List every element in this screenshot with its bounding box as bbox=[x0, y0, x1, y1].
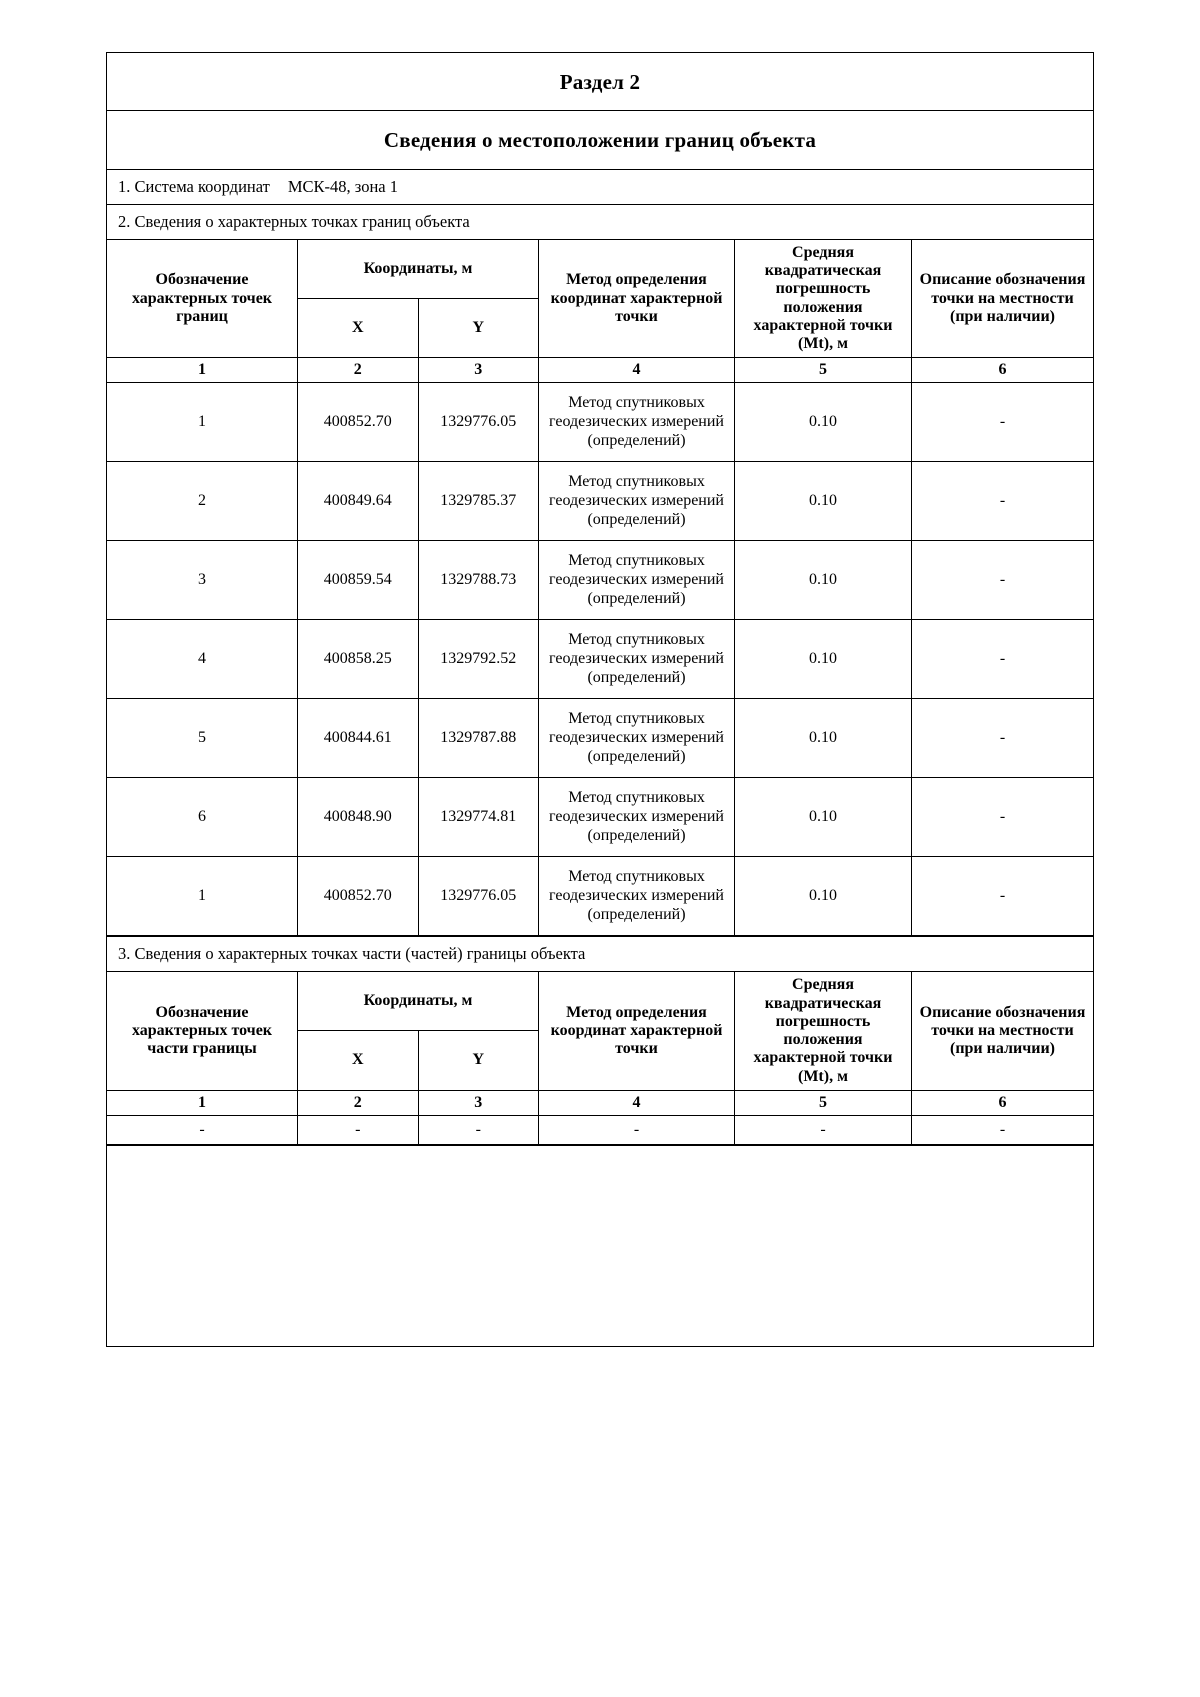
table-row bbox=[107, 778, 1093, 857]
cell-x: 400859.54 bbox=[298, 541, 419, 620]
table-row bbox=[107, 462, 1093, 541]
table-row bbox=[107, 1115, 1093, 1144]
cell-description: - bbox=[912, 541, 1094, 620]
cell-description: - bbox=[912, 778, 1094, 857]
cell-x: 400848.90 bbox=[298, 778, 419, 857]
cell-y: 1329776.05 bbox=[418, 383, 539, 462]
cell-method: Метод спутниковых геодезических измерений (определений) bbox=[539, 383, 735, 462]
part-header-coordinates: Координаты, м bbox=[298, 972, 539, 1030]
header-x: X bbox=[298, 298, 419, 358]
table-header-row bbox=[107, 240, 1093, 298]
main-points-table-wrap bbox=[107, 240, 1093, 937]
cell-y: 1329776.05 bbox=[418, 857, 539, 936]
part-table-column-numbers-row bbox=[107, 1090, 1093, 1115]
part-cell-point-number: - bbox=[107, 1115, 298, 1144]
cell-mt: 0.10 bbox=[735, 541, 912, 620]
part-cell-description: - bbox=[912, 1115, 1094, 1144]
cell-method: Метод спутниковых геодезических измерений (определений) bbox=[539, 857, 735, 936]
part-header-y: Y bbox=[418, 1031, 539, 1091]
table-row bbox=[107, 383, 1093, 462]
colnum-4: 4 bbox=[539, 358, 735, 383]
cell-description: - bbox=[912, 699, 1094, 778]
cell-method: Метод спутниковых геодезических измерений (определений) bbox=[539, 620, 735, 699]
part-cell-mt: - bbox=[735, 1115, 912, 1144]
points-section-heading: 2. Сведения о характерных точках границ объекта bbox=[107, 205, 1093, 240]
cell-point-number: 4 bbox=[107, 620, 298, 699]
cell-mt: 0.10 bbox=[735, 383, 912, 462]
cell-mt: 0.10 bbox=[735, 857, 912, 936]
cell-point-number: 5 bbox=[107, 699, 298, 778]
main-points-table bbox=[107, 240, 1093, 936]
colnum-6: 6 bbox=[912, 358, 1094, 383]
part-points-table-wrap bbox=[107, 972, 1093, 1144]
cell-y: 1329774.81 bbox=[418, 778, 539, 857]
part-colnum-5: 5 bbox=[735, 1090, 912, 1115]
part-header-description: Описание обозначения точки на местности (при наличии) bbox=[912, 972, 1094, 1090]
cell-method: Метод спутниковых геодезических измерений (определений) bbox=[539, 541, 735, 620]
part-header-designation: Обозначение характерных точек части границы bbox=[107, 972, 298, 1090]
table-row bbox=[107, 620, 1093, 699]
cell-description: - bbox=[912, 383, 1094, 462]
page-title: Раздел 2 bbox=[107, 53, 1093, 111]
part-header-mt: Средняя квадратическая погрешность положения характерной точки (Мt), м bbox=[735, 972, 912, 1090]
cell-point-number: 2 bbox=[107, 462, 298, 541]
colnum-1: 1 bbox=[107, 358, 298, 383]
cell-method: Метод спутниковых геодезических измерений (определений) bbox=[539, 778, 735, 857]
cell-y: 1329792.52 bbox=[418, 620, 539, 699]
cell-mt: 0.10 bbox=[735, 699, 912, 778]
part-colnum-3: 3 bbox=[418, 1090, 539, 1115]
part-table-header-row bbox=[107, 972, 1093, 1030]
table-column-numbers-row bbox=[107, 358, 1093, 383]
cell-description: - bbox=[912, 620, 1094, 699]
part-cell-x: - bbox=[298, 1115, 419, 1144]
part-header-method: Метод определения координат характерной точки bbox=[539, 972, 735, 1090]
header-mt: Средняя квадратическая погрешность положения характерной точки (Мt), м bbox=[735, 240, 912, 358]
part-colnum-2: 2 bbox=[298, 1090, 419, 1115]
part-cell-method: - bbox=[539, 1115, 735, 1144]
cell-y: 1329788.73 bbox=[418, 541, 539, 620]
cell-y: 1329785.37 bbox=[418, 462, 539, 541]
cell-point-number: 1 bbox=[107, 857, 298, 936]
cell-description: - bbox=[912, 462, 1094, 541]
cell-method: Метод спутниковых геодезических измерений (определений) bbox=[539, 462, 735, 541]
cell-x: 400849.64 bbox=[298, 462, 419, 541]
header-y: Y bbox=[418, 298, 539, 358]
table-row bbox=[107, 857, 1093, 936]
part-cell-y: - bbox=[418, 1115, 539, 1144]
coordinate-system-value: МСК-48, зона 1 bbox=[287, 177, 398, 196]
cell-x: 400852.70 bbox=[298, 383, 419, 462]
cell-x: 400852.70 bbox=[298, 857, 419, 936]
colnum-2: 2 bbox=[298, 358, 419, 383]
page-subtitle: Сведения о местоположении границ объекта bbox=[107, 111, 1093, 170]
table-row bbox=[107, 699, 1093, 778]
part-points-section-heading: 3. Сведения о характерных точках части (частей) границы объекта bbox=[107, 937, 1093, 972]
part-colnum-1: 1 bbox=[107, 1090, 298, 1115]
cell-point-number: 1 bbox=[107, 383, 298, 462]
header-description: Описание обозначения точки на местности (при наличии) bbox=[912, 240, 1094, 358]
table-row bbox=[107, 541, 1093, 620]
coordinate-system-row bbox=[107, 170, 1093, 205]
cell-description: - bbox=[912, 857, 1094, 936]
cell-point-number: 3 bbox=[107, 541, 298, 620]
part-header-x: X bbox=[298, 1031, 419, 1091]
header-designation: Обозначение характерных точек границ bbox=[107, 240, 298, 358]
cell-x: 400844.61 bbox=[298, 699, 419, 778]
cell-mt: 0.10 bbox=[735, 462, 912, 541]
colnum-5: 5 bbox=[735, 358, 912, 383]
part-colnum-6: 6 bbox=[912, 1090, 1094, 1115]
header-method: Метод определения координат характерной точки bbox=[539, 240, 735, 358]
cell-method: Метод спутниковых геодезических измерений (определений) bbox=[539, 699, 735, 778]
cell-mt: 0.10 bbox=[735, 620, 912, 699]
document-frame bbox=[106, 52, 1094, 1347]
coordinate-system-label: 1. Система координат bbox=[118, 177, 270, 196]
cell-y: 1329787.88 bbox=[418, 699, 539, 778]
part-points-table bbox=[107, 972, 1093, 1144]
part-colnum-4: 4 bbox=[539, 1090, 735, 1115]
header-coordinates: Координаты, м bbox=[298, 240, 539, 298]
empty-area bbox=[107, 1145, 1093, 1346]
cell-mt: 0.10 bbox=[735, 778, 912, 857]
cell-point-number: 6 bbox=[107, 778, 298, 857]
colnum-3: 3 bbox=[418, 358, 539, 383]
cell-x: 400858.25 bbox=[298, 620, 419, 699]
